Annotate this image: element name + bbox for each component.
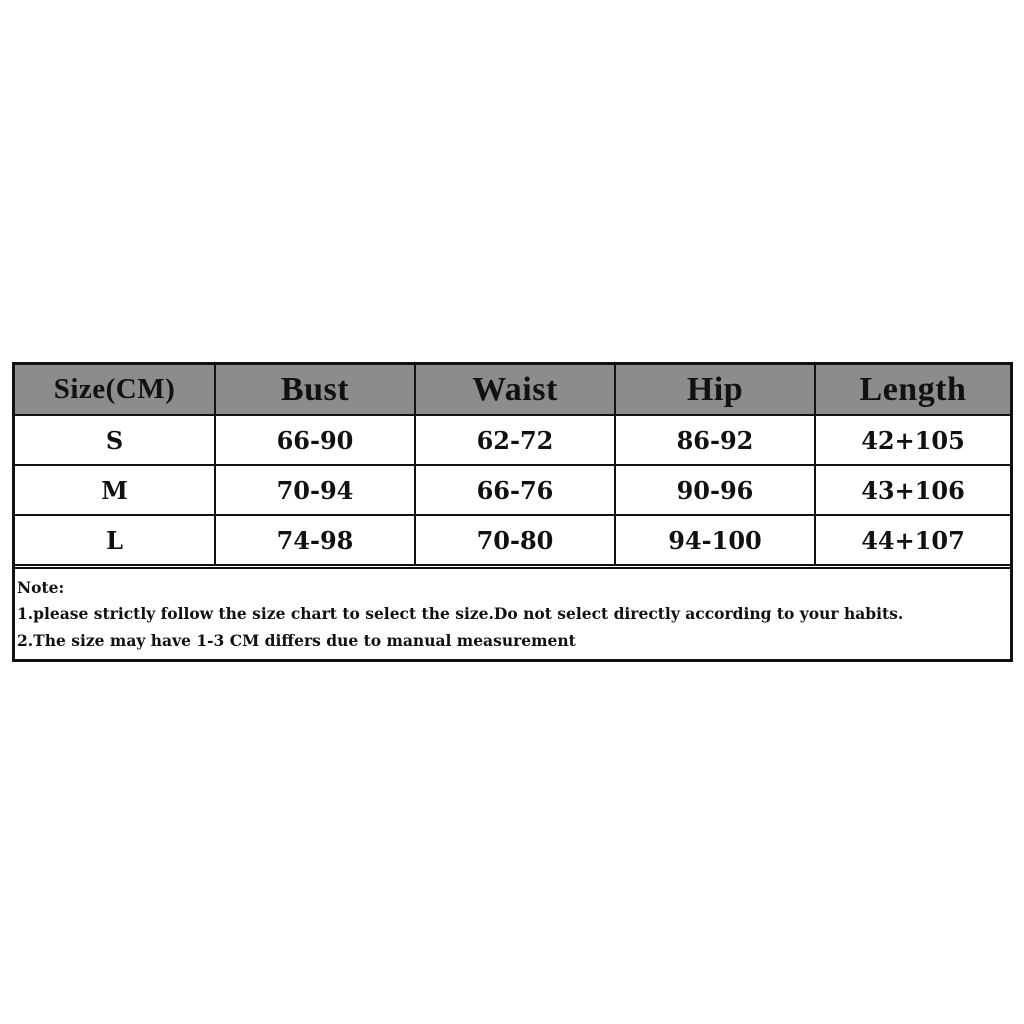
hip-cell: 86-92 <box>615 415 815 465</box>
note-title: Note: <box>17 578 65 597</box>
length-cell: 43+106 <box>815 465 1010 515</box>
table-row-m <box>15 465 1010 515</box>
waist-cell: 66-76 <box>415 465 615 515</box>
header-size-cm: Size(CM) <box>15 365 215 415</box>
table-row-s <box>15 415 1010 465</box>
header-row <box>15 365 1010 415</box>
notes-section <box>15 567 1010 659</box>
header-hip: Hip <box>615 365 815 415</box>
length-cell: 44+107 <box>815 515 1010 565</box>
size-table <box>15 365 1010 566</box>
hip-cell: 94-100 <box>615 515 815 565</box>
size-cell: M <box>15 465 215 515</box>
length-cell: 42+105 <box>815 415 1010 465</box>
bust-cell: 70-94 <box>215 465 415 515</box>
note-line-2: 2.The size may have 1-3 CM differs due to manual measurement <box>17 631 576 650</box>
hip-cell: 90-96 <box>615 465 815 515</box>
waist-cell: 70-80 <box>415 515 615 565</box>
table-row-l <box>15 515 1010 565</box>
bust-cell: 74-98 <box>215 515 415 565</box>
size-cell: L <box>15 515 215 565</box>
header-waist: Waist <box>415 365 615 415</box>
size-cell: S <box>15 415 215 465</box>
bust-cell: 66-90 <box>215 415 415 465</box>
header-length: Length <box>815 365 1010 415</box>
size-chart <box>12 362 1013 662</box>
header-bust: Bust <box>215 365 415 415</box>
waist-cell: 62-72 <box>415 415 615 465</box>
note-line-1: 1.please strictly follow the size chart to select the size.Do not select directly according to your habits. <box>17 604 904 623</box>
